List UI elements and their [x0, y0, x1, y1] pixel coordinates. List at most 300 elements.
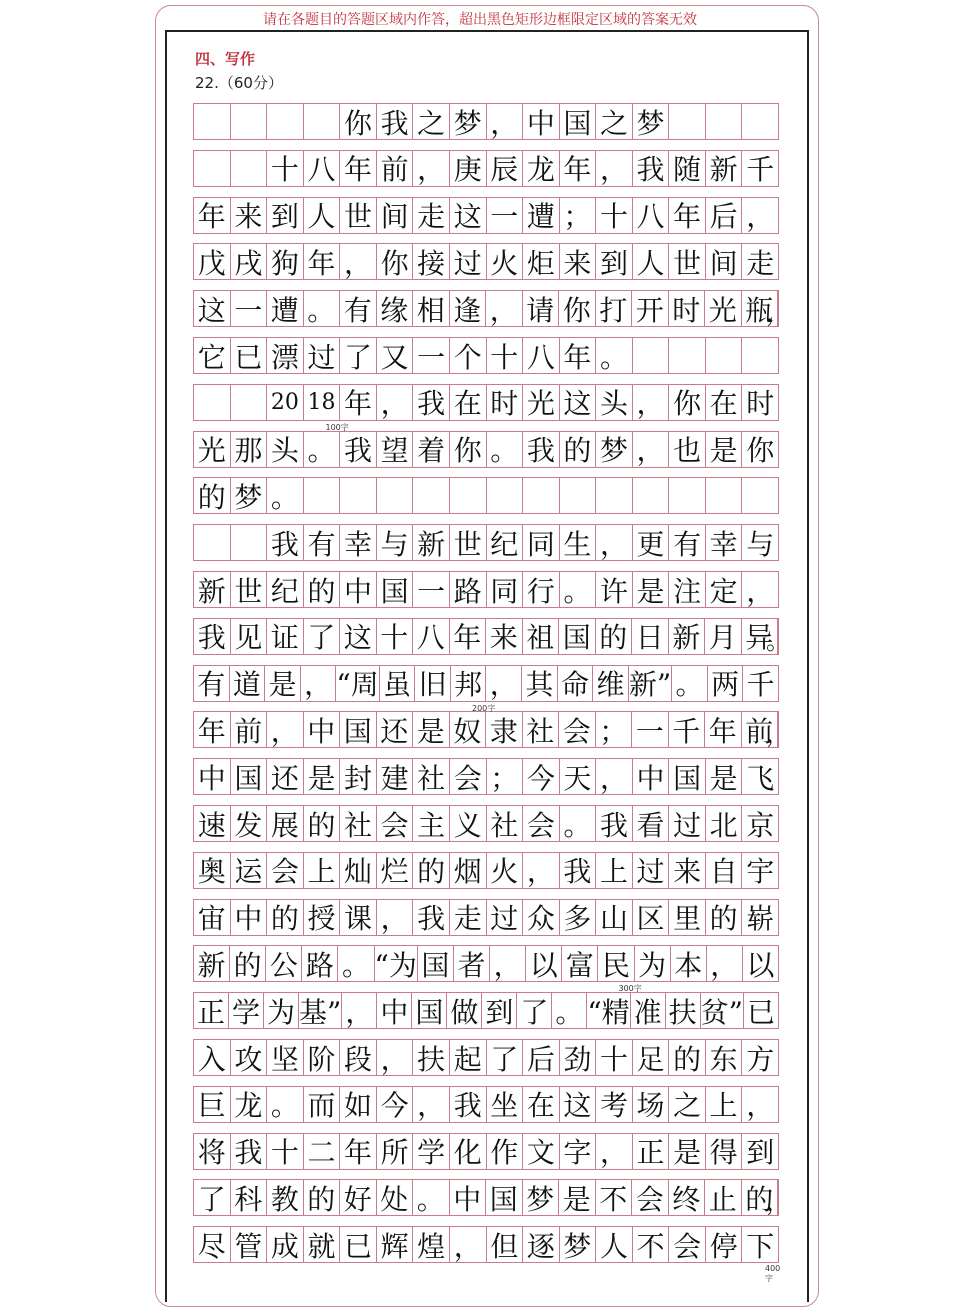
grid-cell	[633, 338, 670, 373]
grid-cell: 将	[194, 1134, 231, 1169]
grid-cell: 灿	[340, 853, 377, 888]
grid-cell: 遭	[523, 198, 560, 233]
grid-cell: 二	[304, 1134, 341, 1169]
grid-cell	[742, 338, 778, 373]
grid-cell: 世	[340, 198, 377, 233]
grid-cell: 。	[552, 993, 587, 1028]
grid-cell: 千	[746, 668, 775, 702]
grid-cell	[523, 478, 560, 513]
grid-cell: 梦	[596, 432, 633, 467]
essay-row	[193, 899, 779, 936]
grid-cell: 烟	[450, 853, 487, 888]
grid-cell: 世	[669, 244, 706, 279]
grid-cell: 千	[669, 712, 706, 747]
grid-cell: 基”	[299, 993, 342, 1028]
grid-cell: 辉	[377, 1227, 414, 1262]
grid-cell	[487, 478, 524, 513]
grid-cell: 定	[706, 572, 743, 607]
grid-cell: 速	[194, 806, 231, 841]
grid-cell: 一	[413, 572, 450, 607]
grid-cell: ；	[596, 712, 633, 747]
grid-cell: 幸	[340, 525, 377, 560]
grid-cell: 山	[596, 900, 633, 935]
grid-cell: 社	[487, 806, 524, 841]
grid-cell: 北	[706, 806, 743, 841]
grid-cell: 年	[304, 244, 341, 279]
grid-cell: 展	[267, 806, 304, 841]
grid-cell: 漂	[267, 338, 304, 373]
grid-cell: 我	[413, 385, 450, 420]
grid-cell: 。	[304, 291, 341, 326]
grid-cell: 路	[450, 572, 487, 607]
grid-cell	[194, 151, 231, 186]
grid-cell: 请	[523, 291, 560, 326]
grid-cell: 接	[413, 244, 450, 279]
grid-cell: 你	[669, 385, 706, 420]
grid-cell: 国	[560, 104, 597, 139]
essay-row	[193, 992, 779, 1029]
grid-cell: 发	[231, 806, 268, 841]
grid-cell: 年	[669, 198, 706, 233]
grid-cell	[267, 104, 304, 139]
grid-cell: 这	[340, 619, 377, 654]
grid-cell: 主	[413, 806, 450, 841]
grid-cell: 公	[266, 946, 302, 981]
grid-cell: 准	[631, 993, 666, 1028]
grid-cell: 会	[669, 1227, 706, 1262]
grid-cell: ，	[596, 151, 633, 186]
grid-cell: 狗	[267, 244, 304, 279]
grid-cell: 18	[304, 385, 341, 420]
essay-row	[193, 665, 779, 702]
grid-cell: 与	[377, 525, 414, 560]
grid-cell: 你	[340, 104, 377, 139]
grid-cell: 中	[450, 1180, 487, 1215]
grid-cell: 八	[413, 619, 450, 654]
grid-cell: ，	[340, 244, 377, 279]
grid-cell: 千	[746, 153, 775, 187]
grid-cell: ，	[746, 200, 775, 234]
grid-cell: 世	[450, 525, 487, 560]
question-number: 22.（60分）	[195, 74, 283, 92]
essay-row	[193, 1086, 779, 1123]
grid-cell: 但	[487, 1227, 524, 1262]
grid-cell: 已	[340, 1227, 377, 1262]
grid-cell: 中	[633, 759, 670, 794]
grid-cell: 会	[267, 853, 304, 888]
grid-cell: 段	[340, 1040, 377, 1075]
grid-cell: 义	[450, 806, 487, 841]
grid-cell: 了	[194, 1180, 231, 1215]
grid-cell: 十	[267, 1134, 304, 1169]
grid-cell: 时	[487, 385, 524, 420]
grid-cell: 头	[267, 432, 304, 467]
grid-cell: 今	[377, 1087, 414, 1122]
grid-cell: 我	[450, 1087, 487, 1122]
margin-punctuation: ，	[766, 720, 790, 749]
grid-cell: 来	[669, 853, 706, 888]
grid-cell: 梦	[523, 1180, 560, 1215]
grid-cell	[231, 525, 268, 560]
grid-cell: 间	[706, 244, 743, 279]
grid-cell: 是	[669, 1134, 706, 1169]
grid-cell: 贫”	[701, 993, 744, 1028]
grid-cell: 就	[304, 1227, 341, 1262]
grid-cell: 过	[450, 244, 487, 279]
grid-cell: 年	[450, 619, 487, 654]
grid-cell: 化	[450, 1134, 487, 1169]
grid-cell: 八	[523, 338, 560, 373]
essay-row	[193, 945, 779, 982]
grid-cell: 中	[304, 712, 341, 747]
essay-row	[193, 805, 779, 842]
grid-cell: 众	[523, 900, 560, 935]
grid-cell: 坐	[487, 1087, 524, 1122]
margin-punctuation: ，	[766, 299, 790, 328]
grid-cell: 场	[633, 1087, 670, 1122]
grid-cell: 也	[669, 432, 706, 467]
grid-cell: ，	[596, 759, 633, 794]
grid-cell: 逢	[450, 291, 487, 326]
grid-cell: 的	[230, 946, 266, 981]
grid-cell: 新	[194, 946, 230, 981]
grid-cell: 攻	[231, 1040, 268, 1075]
grid-cell: 国	[418, 946, 454, 981]
grid-cell: ，	[746, 1089, 775, 1123]
grid-cell: 的	[596, 619, 633, 654]
grid-cell: 纪	[267, 572, 304, 607]
grid-cell: 你	[559, 291, 596, 326]
grid-cell: 人	[596, 1227, 633, 1262]
essay-row	[193, 197, 779, 234]
grid-cell: 考	[596, 1087, 633, 1122]
essay-row	[193, 1179, 790, 1217]
grid-cell: 的	[194, 478, 231, 513]
grid-cell: 扶	[413, 1040, 450, 1075]
grid-cell	[633, 478, 670, 513]
grid-cell: 民	[598, 946, 634, 981]
grid-cell: 学	[413, 1134, 450, 1169]
grid-cell: 来	[231, 198, 268, 233]
grid-cell: 运	[231, 853, 268, 888]
grid-cell	[596, 478, 633, 513]
grid-cell: 是	[413, 712, 450, 747]
grid-cell: 时	[746, 387, 775, 421]
grid-cell: 光	[705, 291, 742, 326]
grid-cell: 世	[231, 572, 268, 607]
grid-cell: 后	[523, 1040, 560, 1075]
grid-cell	[669, 338, 706, 373]
grid-cell: 在	[450, 385, 487, 420]
grid-cell: 光	[523, 385, 560, 420]
grid-cell: 我	[633, 151, 670, 186]
grid-cell: 还	[377, 712, 414, 747]
grid-cell: ，	[523, 853, 560, 888]
grid-cell: 我	[231, 1134, 268, 1169]
grid-cell: 以	[526, 946, 562, 981]
grid-cell: 同	[487, 572, 524, 607]
essay-title-row	[193, 103, 779, 140]
grid-cell: 是	[559, 1180, 596, 1215]
grid-cell: 到	[267, 198, 304, 233]
grid-cell: 。	[267, 478, 304, 513]
grid-cell: 我	[377, 104, 414, 139]
grid-cell: 社	[523, 712, 560, 747]
grid-cell: 上	[706, 1087, 743, 1122]
grid-cell: ，	[596, 525, 633, 560]
grid-cell: 会	[450, 759, 487, 794]
essay-row	[193, 758, 779, 795]
grid-cell: 的	[267, 900, 304, 935]
essay-row	[193, 243, 779, 280]
grid-cell: 有	[194, 666, 230, 701]
grid-cell: 火	[487, 853, 524, 888]
grid-cell	[194, 385, 231, 420]
grid-cell: 了	[304, 619, 341, 654]
grid-cell: 扶	[666, 993, 701, 1028]
grid-cell: 做	[447, 993, 482, 1028]
essay-row	[193, 571, 779, 608]
grid-cell: 是	[706, 432, 743, 467]
grid-cell: 煌	[413, 1227, 450, 1262]
grid-cell: 八	[304, 151, 341, 186]
grid-cell: 幸	[706, 525, 743, 560]
grid-cell: ，	[377, 385, 414, 420]
grid-cell: 命	[558, 666, 594, 701]
grid-cell: 逐	[523, 1227, 560, 1262]
grid-cell: 我	[523, 432, 560, 467]
grid-cell: 月	[705, 619, 742, 654]
grid-cell: 见	[231, 619, 268, 654]
grid-cell: 了	[517, 993, 552, 1028]
grid-cell: 又	[377, 338, 414, 373]
grid-cell: 巨	[194, 1087, 231, 1122]
grid-cell: 而	[304, 1087, 341, 1122]
grid-cell: 。	[338, 946, 374, 981]
grid-cell: 会	[377, 806, 414, 841]
grid-cell: 有	[340, 291, 377, 326]
grid-cell: 人	[304, 198, 341, 233]
grid-cell: 国	[669, 759, 706, 794]
grid-cell: 过	[304, 338, 341, 373]
grid-cell: 会	[632, 1180, 669, 1215]
grid-cell	[450, 478, 487, 513]
grid-cell: 更	[633, 525, 670, 560]
grid-cell: 头	[596, 385, 633, 420]
grid-cell: 已	[231, 338, 268, 373]
grid-cell: 后	[706, 198, 743, 233]
grid-cell: 走	[450, 900, 487, 935]
grid-cell: 奥	[194, 853, 231, 888]
grid-cell: 会	[523, 806, 560, 841]
grid-cell: 崭	[746, 902, 775, 936]
grid-cell: 新	[669, 619, 706, 654]
grid-cell: 打	[596, 291, 633, 326]
grid-cell	[706, 104, 743, 139]
grid-cell	[742, 104, 778, 139]
essay-row	[193, 150, 779, 187]
grid-cell: 年	[560, 151, 597, 186]
grid-cell: 过	[633, 853, 670, 888]
margin-punctuation: ，	[766, 1188, 790, 1217]
essay-row	[193, 431, 779, 468]
grid-cell: 在	[706, 385, 743, 420]
grid-cell: 中	[377, 993, 412, 1028]
grid-cell: 旧	[415, 666, 451, 701]
grid-cell: 望	[377, 432, 414, 467]
grid-cell: 已	[746, 995, 775, 1029]
grid-cell: 十	[596, 198, 633, 233]
grid-cell: 本	[671, 946, 707, 981]
grid-cell: 与	[746, 527, 775, 561]
grid-cell: 一	[231, 291, 268, 326]
grid-cell: 日	[632, 619, 669, 654]
grid-cell: 里	[669, 900, 706, 935]
grid-cell: 。	[413, 1180, 450, 1215]
grid-cell: ，	[486, 666, 522, 701]
grid-cell: 辰	[487, 151, 524, 186]
grid-cell: 着	[413, 432, 450, 467]
grid-cell: 下	[746, 1229, 775, 1263]
grid-cell: 还	[267, 759, 304, 794]
grid-cell: ，	[596, 1134, 633, 1169]
grid-cell: 你	[746, 434, 775, 468]
grid-cell: 随	[669, 151, 706, 186]
grid-cell: 止	[705, 1180, 742, 1215]
grid-cell: 瓶	[742, 291, 779, 326]
grid-cell	[340, 478, 377, 513]
grid-cell: 隶	[486, 712, 523, 747]
grid-cell: 我	[413, 900, 450, 935]
grid-cell: 富	[562, 946, 598, 981]
grid-cell: 龙	[523, 151, 560, 186]
grid-cell: 中	[194, 759, 231, 794]
word-count-marker: 100字	[325, 422, 349, 432]
grid-cell: 国	[412, 993, 447, 1028]
grid-cell: 上	[304, 853, 341, 888]
grid-cell: ，	[633, 385, 670, 420]
grid-cell: 相	[413, 291, 450, 326]
grid-cell: 坚	[267, 1040, 304, 1075]
grid-cell: 光	[194, 432, 231, 467]
grid-cell: 一	[413, 338, 450, 373]
grid-cell: ，	[450, 1227, 487, 1262]
grid-cell: 开	[632, 291, 669, 326]
grid-cell: 的	[304, 806, 341, 841]
grid-cell: 纪	[487, 525, 524, 560]
grid-cell: 正	[633, 1134, 670, 1169]
grid-cell	[304, 104, 341, 139]
grid-cell: 我	[596, 806, 633, 841]
essay-row	[193, 337, 779, 374]
grid-cell	[706, 478, 743, 513]
grid-cell: 正	[194, 993, 229, 1028]
grid-cell: 龙	[231, 1087, 268, 1122]
grid-cell: 所	[377, 1134, 414, 1169]
grid-cell	[560, 478, 597, 513]
grid-cell: 十	[267, 151, 304, 186]
grid-cell: 劲	[560, 1040, 597, 1075]
grid-cell: 不	[596, 1180, 633, 1215]
grid-cell: 如	[340, 1087, 377, 1122]
word-count-marker: 200字	[472, 703, 496, 713]
grid-cell: 这	[450, 198, 487, 233]
grid-cell: ，	[301, 666, 337, 701]
grid-cell	[231, 385, 268, 420]
grid-cell: 前	[231, 712, 268, 747]
grid-cell: 证	[267, 619, 304, 654]
grid-cell: 起	[450, 1040, 487, 1075]
essay-row	[193, 852, 779, 889]
grid-cell: 十	[487, 338, 524, 373]
grid-cell: 年	[340, 385, 377, 420]
grid-cell: 不	[633, 1227, 670, 1262]
grid-cell: 新	[194, 572, 231, 607]
grid-cell: 者	[454, 946, 490, 981]
grid-cell: 会	[559, 712, 596, 747]
grid-cell: 的	[669, 1040, 706, 1075]
grid-cell: 你	[377, 244, 414, 279]
grid-cell: 年	[560, 338, 597, 373]
grid-cell: 。	[267, 1087, 304, 1122]
grid-cell: 在	[523, 1087, 560, 1122]
grid-cell: ，	[486, 291, 523, 326]
grid-cell: 维	[593, 666, 629, 701]
grid-cell: 路	[302, 946, 338, 981]
grid-cell: ，	[413, 1087, 450, 1122]
grid-cell: 区	[633, 900, 670, 935]
grid-cell: ，	[413, 151, 450, 186]
grid-cell: 授	[304, 900, 341, 935]
grid-cell: 的	[742, 1180, 779, 1215]
essay-row	[193, 477, 779, 514]
grid-cell: 。	[487, 432, 524, 467]
grid-cell: 封	[340, 759, 377, 794]
grid-cell: 之	[669, 1087, 706, 1122]
grid-cell: ，	[377, 1040, 414, 1075]
grid-cell: 是	[706, 759, 743, 794]
grid-cell: 看	[633, 806, 670, 841]
grid-cell: ，	[746, 574, 775, 608]
grid-cell: ，	[377, 900, 414, 935]
grid-cell: 足	[633, 1040, 670, 1075]
essay-row	[193, 618, 790, 655]
grid-cell: 课	[340, 900, 377, 935]
essay-row	[193, 1133, 779, 1170]
grid-cell: ，	[487, 104, 524, 139]
grid-cell: 阶	[304, 1040, 341, 1075]
grid-cell: 多	[560, 900, 597, 935]
grid-cell: 庚	[450, 151, 487, 186]
grid-cell: 戊	[194, 244, 231, 279]
grid-cell: 到	[596, 244, 633, 279]
grid-cell: 的	[413, 853, 450, 888]
grid-cell: 走	[746, 246, 775, 280]
grid-cell: ，	[707, 946, 743, 981]
grid-cell	[669, 478, 706, 513]
grid-cell: 国	[340, 712, 377, 747]
grid-cell: 间	[377, 198, 414, 233]
grid-cell: 自	[706, 853, 743, 888]
grid-cell: 中	[231, 900, 268, 935]
grid-cell: 入	[194, 1040, 231, 1075]
grid-cell: 为	[264, 993, 299, 1028]
grid-cell: ；	[560, 198, 597, 233]
grid-cell	[194, 525, 231, 560]
answer-area-notice: 请在各题目的答题区域内作答，超出黑色矩形边框限定区域的答案无效	[263, 12, 697, 28]
grid-cell: 的	[560, 432, 597, 467]
grid-cell: 我	[560, 853, 597, 888]
